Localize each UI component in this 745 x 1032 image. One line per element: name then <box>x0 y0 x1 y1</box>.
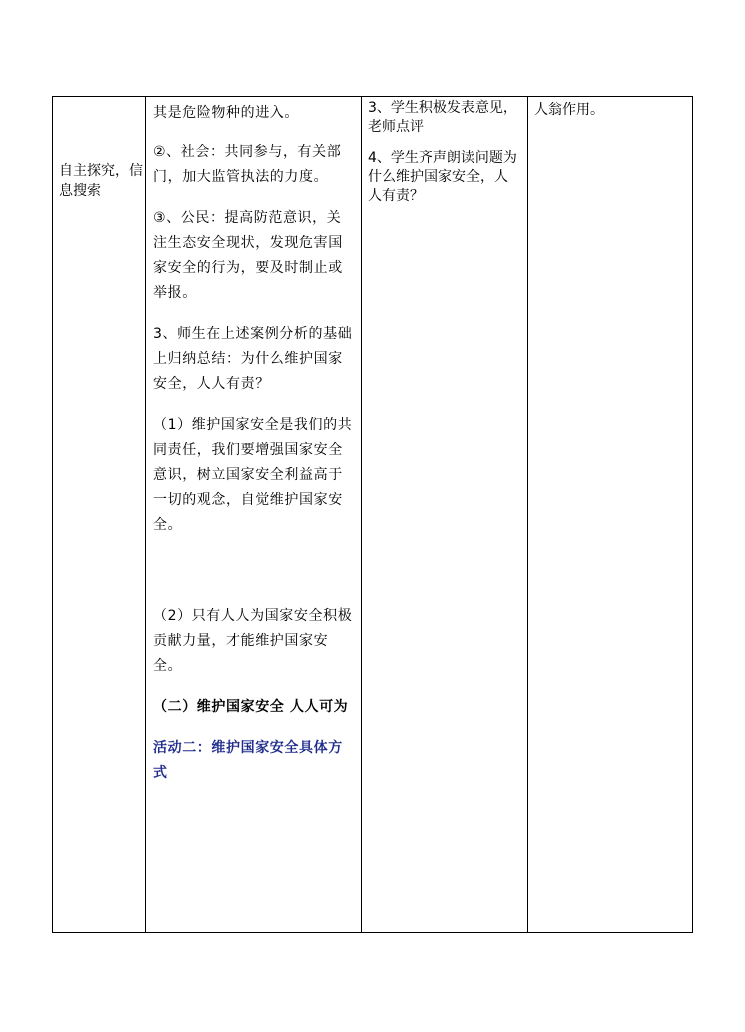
student-activity-cell <box>362 97 527 932</box>
activity-type-label: 自主探究，信息搜索 <box>59 163 143 199</box>
content-paragraph: （2）只有人人为国家安全积极贡献力量，才能维护国家安全。 <box>153 608 353 674</box>
content-paragraph: 3、师生在上述案例分析的基础上归纳总结：为什么维护国家安全，人人有责？ <box>153 326 353 392</box>
lesson-table <box>52 96 693 933</box>
content-paragraph: （1）维护国家安全是我们的共同责任，我们要增强国家安全意识，树立国家安全利益高于一切的观念，自觉维护国家安全。 <box>153 417 353 533</box>
content-paragraph: ②、社会：共同参与，有关部门，加大监管执法的力度。 <box>153 144 342 185</box>
section-heading: （二）维护国家安全 人人可为 <box>153 699 349 715</box>
student-activity-item: 3、学生积极发表意见，老师点评 <box>368 100 517 135</box>
student-activity-item: 4、学生齐声朗读问题为什么维护国家安全，人人有责？ <box>368 150 517 204</box>
activity-heading: 活动二：维护国家安全具体方式 <box>153 740 343 781</box>
content-paragraph: 其是危险物种的进入。 <box>153 105 299 121</box>
design-intent-cell <box>528 97 693 932</box>
teaching-content-cell <box>145 97 361 932</box>
content-paragraph: ③、公民：提高防范意识，关注生态安全现状，发现危害国家安全的行为，要及时制止或举报。 <box>153 210 343 301</box>
activity-type-cell <box>53 97 145 932</box>
design-intent-text: 人翁作用。 <box>534 102 604 118</box>
